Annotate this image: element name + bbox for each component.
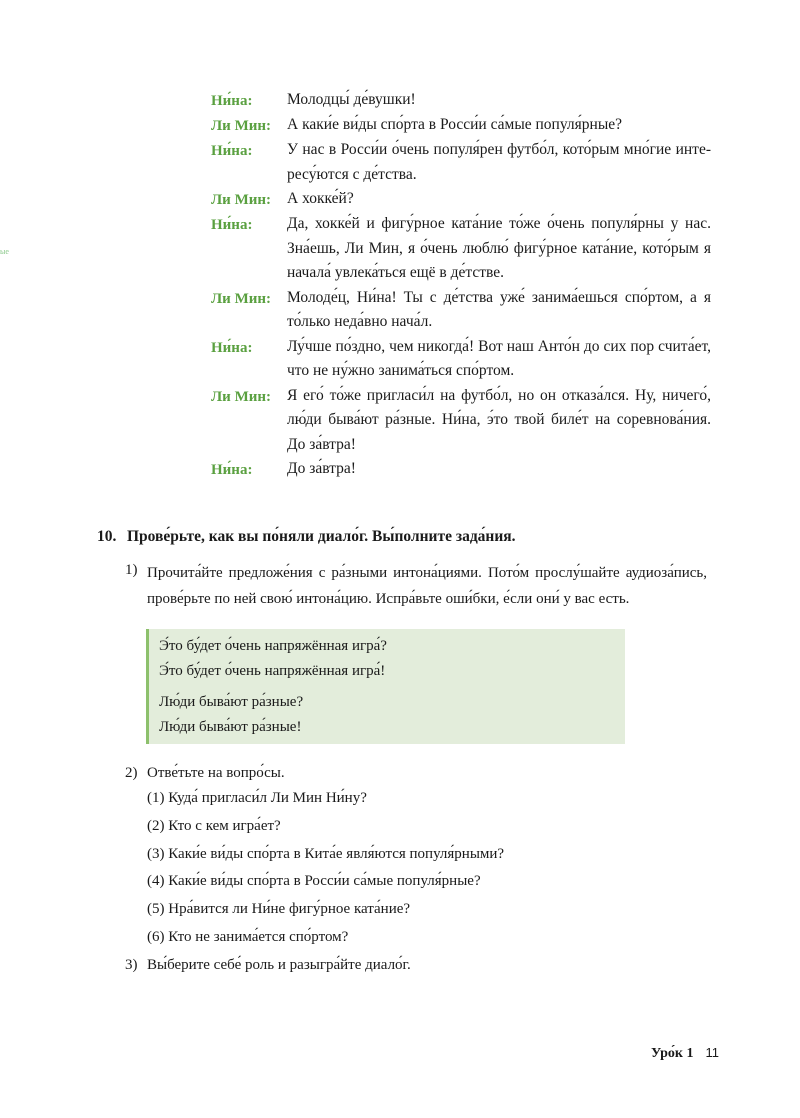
- speech: Да, хокке́й и фигу́рное ката́ние то́же о́чень популя́рны у нас. Зна́ешь, Ли Мин, я о́чень люблю́ фигу́рное ката́ние, кото́рым я начала́ увлека́ться ещё в де́тстве.: [287, 215, 711, 281]
- question: (2) Кто с кем игра́ет?: [147, 818, 281, 834]
- task-3-number: 3): [125, 957, 138, 973]
- dialog-line: [211, 384, 711, 458]
- speech: Лу́чше по́здно, чем никогда́! Вот наш Анто́н до сих пор счита́ет, что не ну́жно занима́ться спо́ртом.: [287, 337, 711, 379]
- dialog-line: [211, 335, 711, 384]
- speech: Я его́ то́же пригласи́л на футбо́л, но он отказа́лся. Ну, ничего́, лю́ди быва́ют ра́зные. Ни́на, э́то твой биле́т на соревнова́ния. До за́втра!: [287, 386, 711, 453]
- dialog: [211, 88, 711, 482]
- speaker: Ни́на:: [211, 93, 253, 109]
- speaker: Ни́на:: [211, 217, 253, 233]
- exercise-heading: [97, 528, 516, 546]
- speech: До за́втра!: [287, 460, 356, 477]
- margin-mark: ые: [0, 247, 9, 256]
- question: (5) Нра́вится ли Ни́не фигу́рное ката́ние?: [147, 901, 411, 917]
- question: (4) Каки́е ви́ды спо́рта в Росси́и са́мые популя́рные?: [147, 873, 481, 889]
- intonation-line: Лю́ди быва́ют ра́зные!: [159, 719, 302, 735]
- task-1-number: 1): [125, 562, 138, 578]
- dialog-line: [211, 88, 711, 113]
- task-2-number: 2): [125, 765, 138, 781]
- speech: А каки́е ви́ды спо́рта в Росси́и са́мые популя́рные?: [287, 116, 623, 133]
- dialog-line: [211, 138, 711, 187]
- question: (6) Кто не занима́ется спо́ртом?: [147, 929, 349, 945]
- dialog-line: [211, 212, 711, 286]
- lesson-label: Уро́к 1: [651, 1046, 694, 1061]
- speech: Молоде́ц, Ни́на! Ты с де́тства уже́ занима́ешься спо́ртом, а я то́лько неда́вно нача́л.: [287, 288, 711, 330]
- task-2-text: Отве́тьте на вопро́сы.: [147, 765, 285, 781]
- speaker: Ли Мин:: [211, 192, 272, 208]
- intonation-line: Лю́ди быва́ют ра́зные?: [159, 694, 304, 710]
- speaker: Ни́на:: [211, 462, 253, 478]
- page-number: 11: [705, 1045, 719, 1060]
- task-3-text: Вы́берите себе́ роль и разыгра́йте диало́г.: [147, 957, 411, 973]
- intonation-line: Э́то бу́дет о́чень напряжённая игра́!: [159, 663, 386, 679]
- speaker: Ли Мин:: [211, 118, 272, 134]
- dialog-line: [211, 113, 711, 138]
- intonation-line: Э́то бу́дет о́чень напряжённая игра́?: [159, 638, 387, 654]
- intonation-box-2: [146, 688, 625, 744]
- dialog-line: [211, 187, 711, 212]
- question: (1) Куда́ пригласи́л Ли Мин Ни́ну?: [147, 790, 367, 806]
- intonation-box-1: [146, 629, 625, 688]
- speech: Молодцы́ де́вушки!: [287, 91, 416, 108]
- exercise-number: 10.: [97, 528, 117, 545]
- question: (3) Каки́е ви́ды спо́рта в Кита́е явля́ются популя́рными?: [147, 846, 505, 862]
- task-1-text: Прочита́йте предложе́ния с ра́зными интона́циями. Пото́м прослу́шайте аудиоза́пись, прове́рьте по ней свою́ интона́цию. Испра́вьте оши́бки, е́сли они́ у вас есть.: [147, 565, 707, 607]
- speaker: Ли Мин:: [211, 388, 272, 405]
- page-footer: [651, 1045, 719, 1062]
- dialog-line: [211, 286, 711, 335]
- speech: У нас в Росси́и о́чень популя́рен футбо́л, кото́рым мно́гие инте-ресу́ются с де́тства.: [287, 141, 711, 183]
- exercise-title: Прове́рьте, как вы по́няли диало́г. Вы́полните зада́ния.: [127, 528, 516, 545]
- task-2: [125, 765, 285, 782]
- speaker: Ни́на:: [211, 339, 253, 356]
- speech: А хокке́й?: [287, 190, 354, 207]
- speaker: Ни́на:: [211, 143, 253, 159]
- speaker: Ли Мин:: [211, 290, 272, 307]
- dialog-line: [211, 457, 711, 482]
- task-3: [125, 957, 411, 974]
